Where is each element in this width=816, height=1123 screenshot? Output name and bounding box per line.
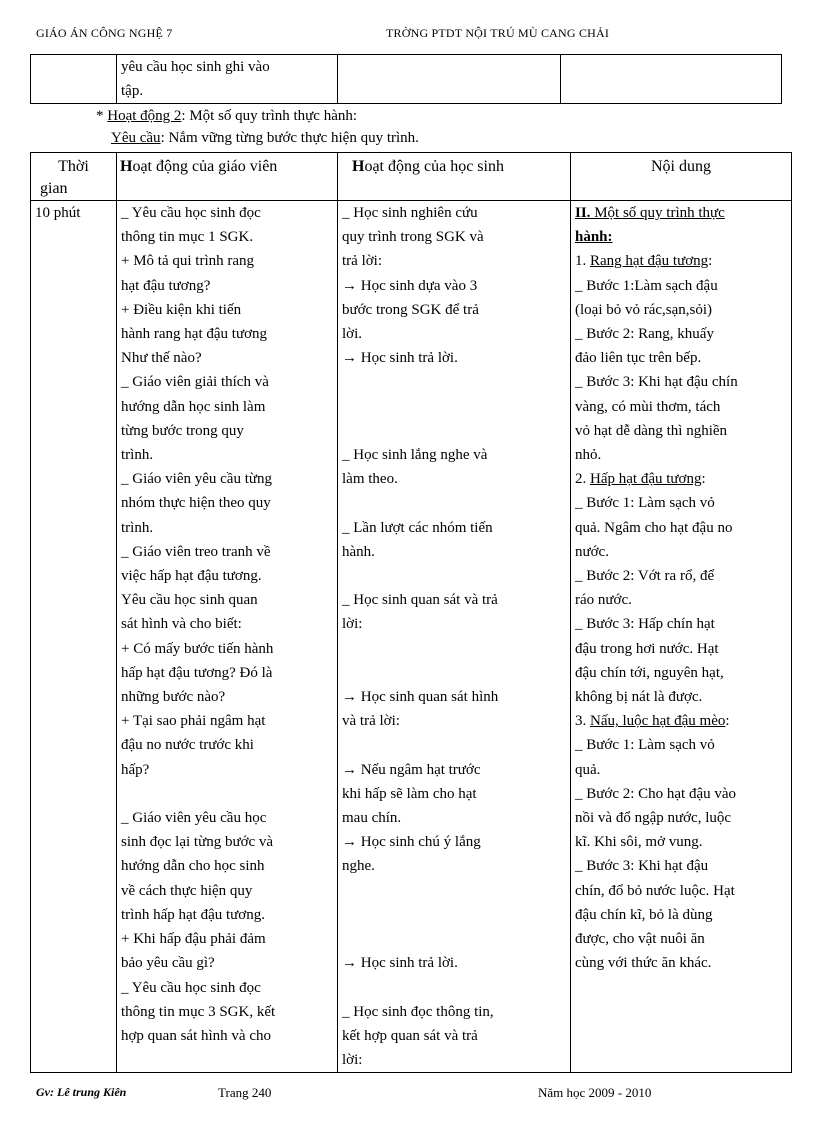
top-cell-2: [117, 55, 338, 104]
header-teacher-initial: H: [120, 158, 133, 175]
content-line: [575, 249, 788, 273]
content-line-text: 2.: [575, 471, 590, 488]
content-line: [575, 419, 788, 443]
content-line-text: (loại bỏ vỏ rác,sạn,sỏi): [575, 301, 713, 318]
teacher-line: sát hình và cho biết:: [121, 616, 242, 633]
content-line: [575, 322, 788, 346]
content-line: [575, 879, 788, 903]
lesson-table: [30, 152, 792, 1073]
student-line: lời:: [342, 616, 363, 633]
cell-teacher: [117, 201, 338, 1073]
teacher-line: về cách thực hiện quy: [121, 882, 253, 899]
content-line: [575, 685, 788, 709]
content-line: [575, 516, 788, 540]
content-line-text: _ Bước 3: Hấp chín hạt: [575, 616, 715, 633]
teacher-line: sinh đọc lại từng bước và: [121, 834, 274, 851]
content-line-text: nước.: [575, 543, 609, 560]
student-line: [342, 491, 567, 515]
content-section-line-2: [575, 225, 788, 249]
teacher-line: _ Giáo viên yêu cầu từng: [121, 471, 273, 488]
top-cell-3: [338, 55, 561, 104]
teacher-line: _ Giáo viên yêu cầu học: [121, 810, 267, 827]
student-line: [342, 927, 567, 951]
content-line-text: _ Bước 3: Khi hạt đậu chín: [575, 374, 738, 391]
content-line-text: đậu chín tới, nguyên hạt,: [575, 664, 724, 681]
student-line: [342, 395, 567, 419]
activity-title: [96, 106, 357, 126]
content-line: [575, 927, 788, 951]
content-line-text: _ Bước 2: Rang, khuấy: [575, 326, 714, 343]
student-line: lời.: [342, 326, 363, 343]
content-section-line-1: [575, 201, 788, 225]
content-line-text: _ Bước 1: Làm sạch vỏ: [575, 737, 715, 754]
header-content: Nội dung: [571, 153, 792, 201]
teacher-line: hành rang hạt đậu tương: [121, 326, 268, 343]
content-line: [575, 661, 788, 685]
student-line: → Học sinh quan sát hình: [342, 689, 499, 706]
student-line: quy trình trong SGK và: [342, 229, 484, 246]
content-line-text: quả.: [575, 761, 601, 778]
content-line-suffix: :: [708, 253, 713, 270]
content-line-suffix: :: [701, 471, 706, 488]
student-line: và trả lời:: [342, 713, 400, 730]
time-value: 10 phút: [35, 205, 81, 221]
teacher-line: nhóm thực hiện theo quy: [121, 495, 271, 512]
teacher-line: _ Giáo viên giải thích và: [121, 374, 269, 391]
content-line: [575, 588, 788, 612]
teacher-line: _ Giáo viên treo tranh về: [121, 543, 271, 560]
content-line: [575, 564, 788, 588]
footer-teacher-name: Gv: Lê trung Kiên: [36, 1085, 127, 1099]
student-line: mau chín.: [342, 810, 402, 827]
student-line: trả lời:: [342, 253, 383, 270]
student-line: [342, 564, 567, 588]
content-line: [575, 830, 788, 854]
activity-title-rest: : Một số quy trình thực hành:: [181, 108, 358, 124]
teacher-line: trình.: [121, 447, 154, 464]
content-line-text: nồi và đổ ngập nước, luộc: [575, 810, 732, 827]
student-line: [342, 419, 567, 443]
content-line: [575, 346, 788, 370]
teacher-line: Yêu cầu học sinh quan: [121, 592, 258, 609]
teacher-line: Như thế nào?: [121, 350, 202, 367]
student-line: → Học sinh dựa vào 3: [342, 277, 478, 294]
cell-time: [31, 201, 117, 1073]
cell-content: [571, 201, 792, 1073]
content-line-text: đậu trong hơi nước. Hạt: [575, 640, 719, 657]
content-line-text: _ Bước 1:Làm sạch đậu: [575, 277, 718, 294]
cell-student: [338, 201, 571, 1073]
content-line: [575, 782, 788, 806]
student-line: [342, 879, 567, 903]
content-line: [575, 298, 788, 322]
teacher-line: hướng dẫn học sinh làm: [121, 398, 266, 415]
student-line: hành.: [342, 543, 375, 560]
content-subheading: Nấu, luộc hạt đậu mèo: [590, 713, 726, 730]
content-line: [575, 733, 788, 757]
lesson-table-row: [31, 201, 792, 1073]
content-line-text: chín, đổ bỏ nước luộc. Hạt: [575, 882, 735, 899]
student-line: khi hấp sẽ làm cho hạt: [342, 785, 477, 802]
student-line: → Nếu ngâm hạt trước: [342, 761, 481, 778]
top-table-fragment: [30, 54, 782, 104]
content-line: [575, 758, 788, 782]
content-line: [575, 637, 788, 661]
content-line-text: không bị nát là được.: [575, 689, 703, 706]
content-section-title-2: hành:: [575, 229, 613, 246]
content-line: [575, 854, 788, 878]
teacher-line: _ Yêu cầu học sinh đọc: [121, 979, 261, 996]
student-line: bước trong SGK để trả: [342, 301, 479, 318]
content-line-text: đảo liên tục trên bếp.: [575, 350, 702, 367]
content-line-text: _ Bước 3: Khi hạt đậu: [575, 858, 709, 875]
content-line-text: vỏ hạt dễ dàng thì nghiền: [575, 422, 728, 439]
lesson-table-header: [31, 153, 792, 201]
teacher-line: từng bước trong quy: [121, 422, 244, 439]
student-line: [342, 903, 567, 927]
student-line: [342, 370, 567, 394]
content-line: [575, 443, 788, 467]
header-right: TRỜNG PTDT NỘI TRÚ MÙ CANG CHẢI: [386, 26, 610, 40]
content-line-text: _ Bước 2: Cho hạt đậu vào: [575, 785, 737, 802]
content-section-title-1: Một số quy trình thực: [590, 205, 725, 221]
content-line-text: kĩ. Khi sôi, mở vung.: [575, 834, 703, 851]
content-line-text: đậu chín kĩ, bỏ là dùng: [575, 906, 713, 923]
header-teacher: [117, 153, 338, 201]
teacher-line: + Khi hấp đậu phải đảm: [121, 931, 266, 948]
content-subheading: Hấp hạt đậu tương: [590, 471, 702, 488]
student-line: [342, 661, 567, 685]
content-line-text: quả. Ngâm cho hạt đậu no: [575, 519, 733, 536]
top-cell-2-line-1: yêu cầu học sinh ghi vào: [121, 59, 270, 75]
requirement-label: Yêu cầu: [111, 130, 161, 146]
content-line: [575, 806, 788, 830]
student-line: _ Học sinh đọc thông tin,: [342, 1003, 494, 1020]
teacher-line: bảo yêu cầu gì?: [121, 955, 215, 972]
content-line-text: nhỏ.: [575, 447, 602, 464]
content-line: [575, 709, 788, 733]
student-line: [342, 637, 567, 661]
content-line-text: ráo nước.: [575, 592, 632, 609]
teacher-line: trình hấp hạt đậu tương.: [121, 906, 265, 923]
student-line: kết hợp quan sát và trả: [342, 1027, 478, 1044]
header-left: GIÁO ÁN CÔNG NGHỆ 7: [36, 26, 173, 40]
content-line-text: vàng, có mùi thơm, tách: [575, 398, 721, 415]
student-line: _ Học sinh quan sát và trả: [342, 592, 498, 609]
teacher-line: thông tin mục 3 SGK, kết: [121, 1003, 276, 1020]
student-line: làm theo.: [342, 471, 398, 488]
header-student: [338, 153, 571, 201]
content-line-text: _ Bước 2: Vớt ra rổ, để: [575, 568, 715, 585]
content-line: [575, 540, 788, 564]
content-line: [575, 467, 788, 491]
teacher-line: _ Yêu cầu học sinh đọc: [121, 205, 261, 221]
activity-title-label: Hoạt động 2: [107, 108, 182, 124]
activity-requirement: [111, 128, 419, 148]
content-line: [575, 951, 788, 975]
content-line: [575, 612, 788, 636]
header-student-rest: oạt động của học sinh: [364, 158, 504, 175]
teacher-line: hấp?: [121, 761, 150, 778]
teacher-line: thông tin mục 1 SGK.: [121, 229, 254, 246]
top-cell-1: [31, 55, 117, 104]
student-line: _ Lần lượt các nhóm tiến: [342, 519, 493, 536]
student-line: → Học sinh trả lời.: [342, 955, 458, 972]
content-line-text: _ Bước 1: Làm sạch vỏ: [575, 495, 715, 512]
header-teacher-rest: oạt động của giáo viên: [132, 158, 278, 175]
content-line: [575, 903, 788, 927]
content-line: [575, 491, 788, 515]
header-student-initial: H: [352, 158, 365, 175]
teacher-line: hạt đậu tương?: [121, 277, 211, 294]
teacher-line: những bước nào?: [121, 689, 226, 706]
teacher-line: + Điều kiện khi tiến: [121, 301, 242, 318]
student-line: _ Học sinh lắng nghe và: [342, 447, 488, 464]
teacher-line: trình.: [121, 519, 154, 536]
content-line-suffix: :: [725, 713, 730, 730]
footer-page-number: Trang 240: [218, 1085, 272, 1100]
teacher-line: + Có mấy bước tiến hành: [121, 640, 274, 657]
student-line: [342, 976, 567, 1000]
teacher-line: hướng dẫn cho học sinh: [121, 858, 265, 875]
content-line-text: 1.: [575, 253, 590, 270]
content-line: [575, 370, 788, 394]
student-line: → Học sinh trả lời.: [342, 350, 458, 367]
content-section-number: II.: [575, 205, 591, 221]
header-time-line-2: gian: [40, 180, 68, 197]
top-cell-4: [561, 55, 782, 104]
teacher-line: hợp quan sát hình và cho: [121, 1027, 271, 1044]
teacher-line: đậu no nước trước khi: [121, 737, 254, 754]
student-line: nghe.: [342, 858, 375, 875]
footer-school-year: Năm học 2009 - 2010: [538, 1085, 652, 1100]
content-line-text: được, cho vật nuôi ăn: [575, 931, 705, 948]
header-time-line-1: Thời: [58, 158, 89, 175]
teacher-line: [121, 782, 334, 806]
content-lines: [575, 249, 788, 975]
content-subheading: Rang hạt đậu tương: [590, 253, 709, 270]
student-line: → Học sinh chú ý lắng: [342, 834, 481, 851]
activity-star: *: [96, 108, 108, 124]
student-line: lời:: [342, 1052, 363, 1069]
content-line: [575, 395, 788, 419]
teacher-line: + Tại sao phải ngâm hạt: [121, 713, 266, 730]
student-line: [342, 733, 567, 757]
content-line-text: 3.: [575, 713, 590, 730]
teacher-line: việc hấp hạt đậu tương.: [121, 568, 262, 585]
teacher-line: + Mô tả qui trình rang: [121, 253, 255, 270]
content-line-text: cùng với thức ăn khác.: [575, 955, 712, 972]
header-time: [31, 153, 117, 201]
content-line: [575, 274, 788, 298]
top-cell-2-line-2: tập.: [121, 83, 144, 100]
requirement-rest: : Nắm vững từng bước thực hiện quy trình.: [160, 130, 419, 146]
student-line: _ Học sinh nghiên cứu: [342, 205, 478, 221]
teacher-line: hấp hạt đậu tương? Đó là: [121, 664, 273, 681]
